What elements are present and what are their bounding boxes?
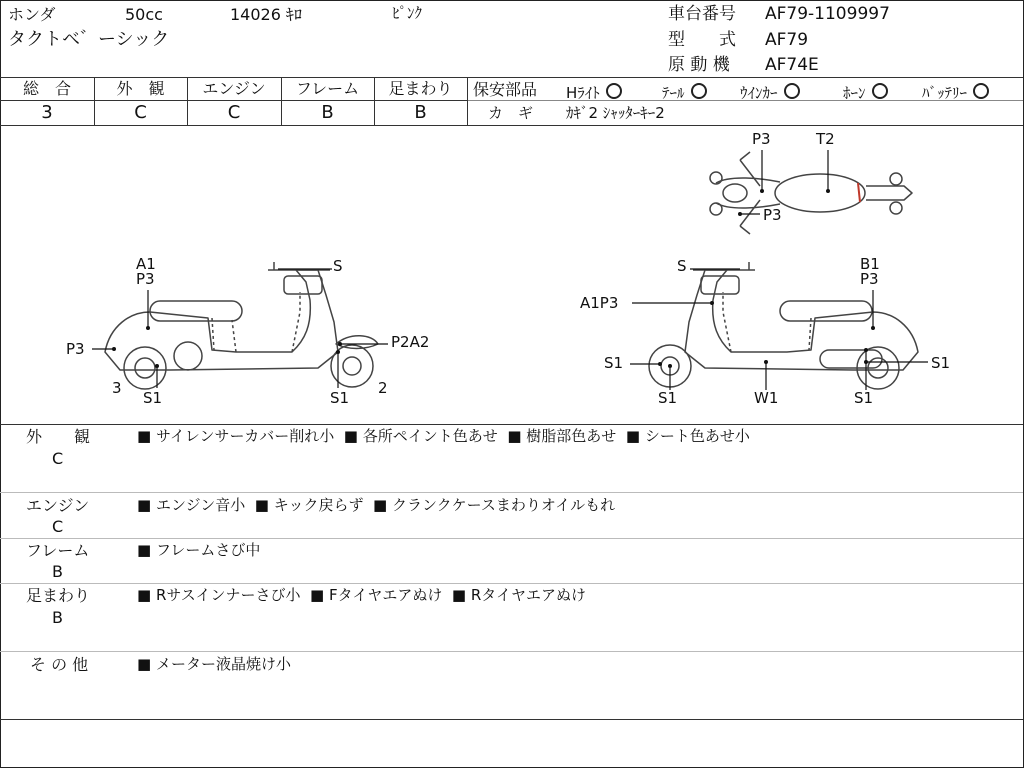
safety-headlight: Hﾗｲﾄ xyxy=(566,83,622,101)
right-label-s-top: S xyxy=(677,257,687,275)
remark-grade: C xyxy=(52,517,64,536)
remark-label: フレーム xyxy=(26,541,90,560)
color: ﾋﾟﾝｸ xyxy=(392,4,423,22)
model-name: タクトベ゛ーシック xyxy=(8,29,170,50)
grade-frame-label: フレーム xyxy=(295,79,360,98)
safety-horn: ﾎｰﾝ xyxy=(843,83,888,101)
right-label-s1-bottom-left: S1 xyxy=(658,389,678,407)
check-circle-icon xyxy=(973,83,989,99)
check-circle-icon xyxy=(691,83,707,99)
left-label-s-top: S xyxy=(333,257,343,275)
left-label-p3-left: P3 xyxy=(66,340,85,358)
left-label-p2a2: P2A2 xyxy=(391,333,430,351)
remark-items: ■ Rサスインナーさび小 ■ Fタイヤエアぬけ ■ Rタイヤエアぬけ xyxy=(137,586,586,604)
engine-label: 原 動 機 xyxy=(668,55,730,75)
check-circle-icon xyxy=(872,83,888,99)
remark-grade: B xyxy=(52,608,63,627)
frame-no-label: 車台番号 xyxy=(668,4,736,24)
grade-exterior-value: C xyxy=(134,102,147,123)
key-label: カ ギ xyxy=(488,104,534,122)
remark-grade: C xyxy=(52,449,64,468)
safety-battery: ﾊﾞｯﾃﾘｰ xyxy=(922,83,989,101)
left-label-s1-left: S1 xyxy=(143,389,163,407)
remark-items: ■ フレームさび中 xyxy=(137,541,261,559)
right-label-s1-right: S1 xyxy=(931,354,951,372)
remark-label: 足まわり xyxy=(26,586,91,605)
left-label-2: 2 xyxy=(378,379,388,397)
grade-engine-label: エンジン xyxy=(202,79,266,98)
right-label-s1-bottom-right: S1 xyxy=(854,389,874,407)
type-value: AF79 xyxy=(765,30,809,50)
safety-taillight: ﾃｰﾙ xyxy=(662,83,707,101)
type-label: 型 式 xyxy=(668,30,736,50)
left-label-p3-top: P3 xyxy=(136,270,155,288)
grade-suspension-value: B xyxy=(414,102,427,123)
grade-engine-value: C xyxy=(227,102,241,123)
grade-frame-value: B xyxy=(321,102,334,123)
left-label-s1-right: S1 xyxy=(330,389,350,407)
right-label-p3-top: P3 xyxy=(860,270,879,288)
right-label-a1p3: A1P3 xyxy=(580,294,619,312)
remark-grade: B xyxy=(52,562,63,581)
key-value: ｶｷﾞ2 ｼｬｯﾀｰｷｰ2 xyxy=(566,104,665,122)
safety-winker: ｳｲﾝｶｰ xyxy=(740,83,800,101)
grade-exterior-label: 外 観 xyxy=(116,79,165,98)
left-label-3: 3 xyxy=(112,379,122,397)
right-label-b1: B1 xyxy=(860,255,880,273)
safety-label: 保安部品 xyxy=(473,80,538,99)
mileage: 14026 ｷﾛ xyxy=(230,5,302,24)
right-label-w1: W1 xyxy=(754,389,779,407)
remark-items: ■ サイレンサーカバー削れ小 ■ 各所ペイント色あせ ■ 樹脂部色あせ ■ シート色あせ小 xyxy=(137,427,750,445)
damage-mark xyxy=(858,183,860,202)
scooter-top-view xyxy=(710,152,912,234)
check-circle-icon xyxy=(784,83,800,99)
remark-label: 外 観 xyxy=(26,427,91,446)
top-label-p3-top: P3 xyxy=(752,130,771,148)
check-circle-icon xyxy=(606,83,622,99)
remark-label: そ の 他 xyxy=(30,655,89,674)
maker: ホンダ xyxy=(8,5,56,24)
remark-items: ■ エンジン音小 ■ キック戻らず ■ クランクケースまわりオイルもれ xyxy=(137,496,616,514)
grade-suspension-label: 足まわり xyxy=(388,79,453,98)
top-label-t2: T2 xyxy=(816,130,835,148)
grade-overall-value: 3 xyxy=(41,102,53,123)
right-label-s1-left: S1 xyxy=(604,354,624,372)
frame-no: AF79-1109997 xyxy=(765,4,890,24)
displacement: 50cc xyxy=(125,5,163,24)
engine-value: AF74E xyxy=(765,55,819,75)
grade-overall-label: 総 合 xyxy=(22,79,71,98)
remark-items: ■ メーター液晶焼け小 xyxy=(137,655,291,673)
top-label-p3-bottom: P3 xyxy=(763,206,782,224)
left-label-a1: A1 xyxy=(136,255,156,273)
remark-label: エンジン xyxy=(26,496,90,515)
